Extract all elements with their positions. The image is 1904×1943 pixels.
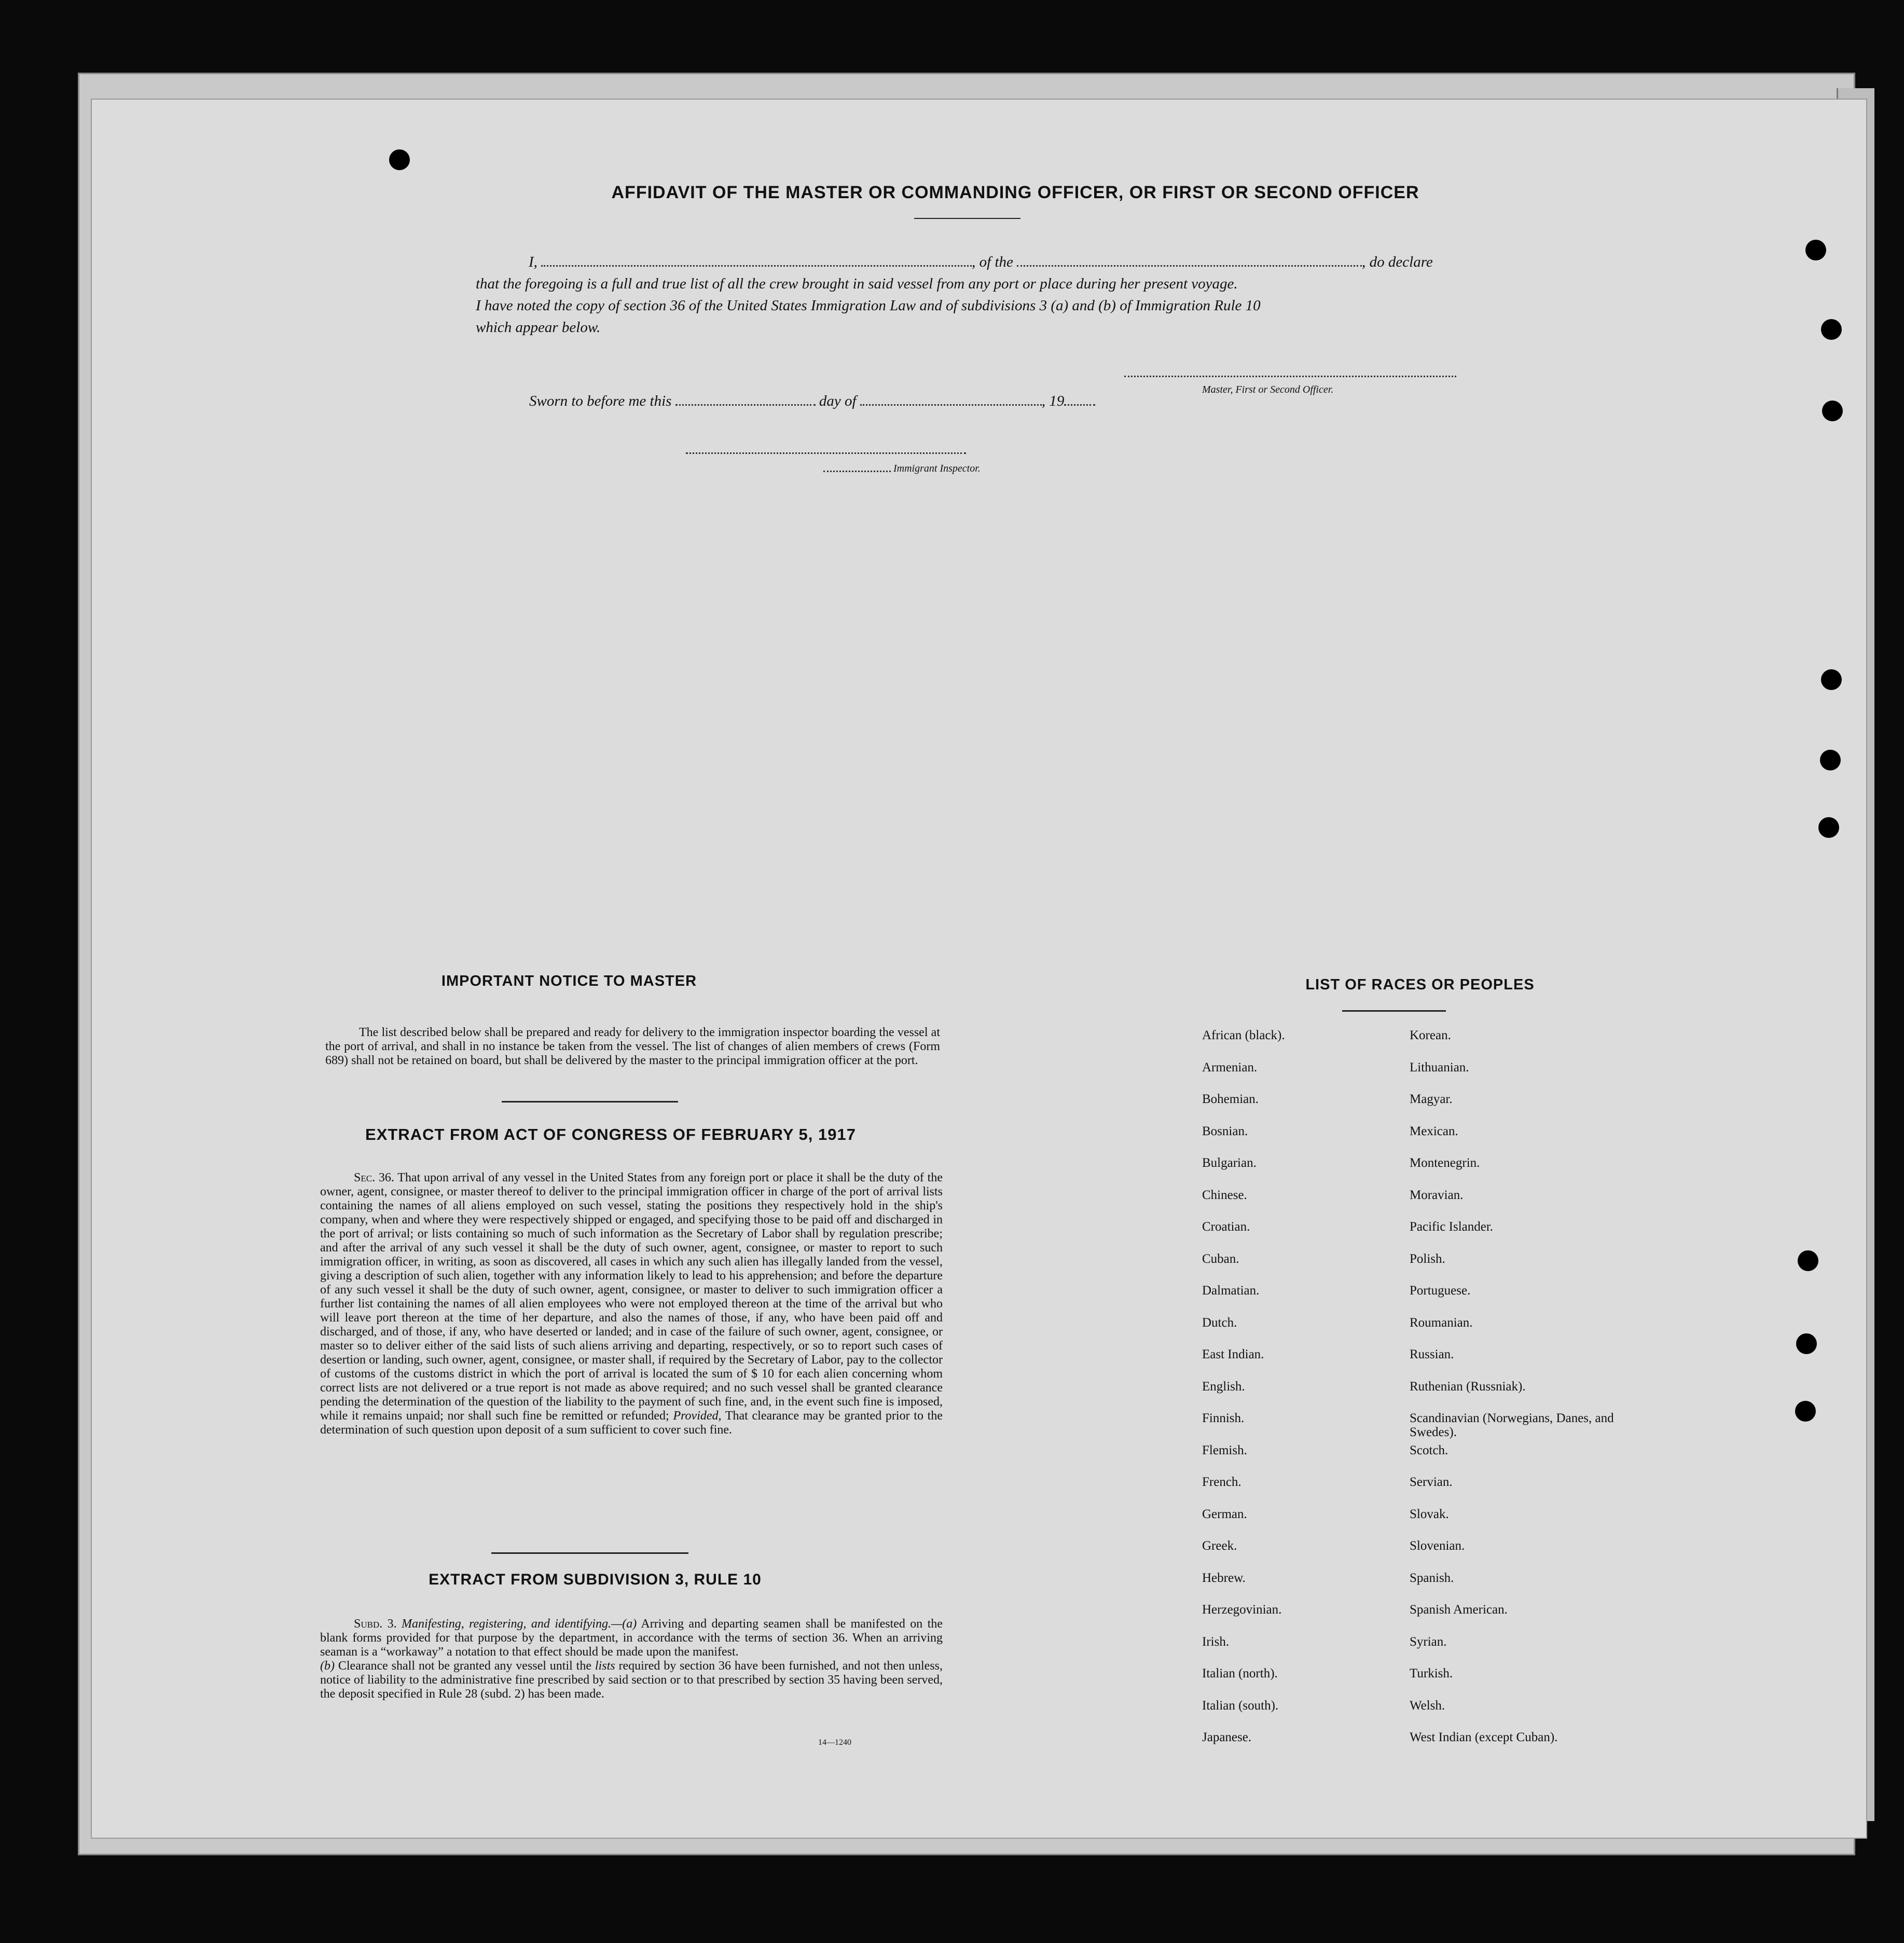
inspector-signature-line-2[interactable] <box>823 471 891 472</box>
act-extract-title: EXTRACT FROM ACT OF CONGRESS OF FEBRUARY 5, 1917 <box>365 1125 856 1143</box>
notice-body: The list described below shall be prepared and ready for delivery to the immigration inspector boarding the vessel at the port of arrival, and shall in no instance be taken from the vessel. The list of changes of alien members of crews (Form 689) shall not be retained on board, but shall be delivered by the master to the principal immigration officer at the port. <box>325 1026 940 1067</box>
punch-hole <box>389 149 410 170</box>
punch-hole <box>1818 817 1839 838</box>
year-prefix: , 19 <box>1041 393 1065 409</box>
title-rule <box>914 218 1020 219</box>
race-item: Armenian. <box>1202 1060 1258 1074</box>
races-rule <box>1342 1010 1446 1012</box>
race-item: Moravian. <box>1410 1188 1464 1202</box>
race-item: West Indian (except Cuban). <box>1410 1730 1558 1744</box>
punch-hole <box>1822 401 1843 421</box>
sworn-month-blank[interactable] <box>860 404 1042 406</box>
race-item: Slovak. <box>1410 1507 1449 1521</box>
name-blank[interactable] <box>541 265 972 267</box>
punch-hole <box>1820 750 1841 770</box>
act-rule <box>491 1552 688 1554</box>
punch-hole <box>1821 319 1842 340</box>
race-item: Ruthenian (Russniak). <box>1410 1379 1526 1394</box>
affidavit-declare: , do declare <box>1362 254 1433 270</box>
rule-part-b-1: Clearance shall not be granted any vessel until the <box>338 1659 592 1673</box>
act-provided-text: That clearance may be granted prior to the determination of such question upon deposit of a sum sufficient to cover such fine. <box>320 1409 943 1437</box>
race-item: Chinese. <box>1202 1188 1247 1202</box>
race-item: Syrian. <box>1410 1634 1447 1649</box>
rule-part-b-2: required by section 36 have been furnished, and not then unless, notice of liability to the administrative fine prescribed by said section or to that prescribed by section 35 having been served, the deposit specified in Rule 28 (subd. 2) has been made. <box>320 1659 943 1701</box>
race-item: Portuguese. <box>1410 1284 1471 1298</box>
punch-hole <box>1805 240 1826 260</box>
document-page <box>91 99 1867 1839</box>
race-item: Turkish. <box>1410 1666 1453 1680</box>
race-item: Scotch. <box>1410 1443 1448 1457</box>
race-item: Bosnian. <box>1202 1124 1248 1138</box>
affidavit-body <box>476 251 1482 338</box>
race-item: Flemish. <box>1202 1443 1247 1457</box>
race-item: Spanish. <box>1410 1570 1454 1585</box>
act-provided-label: Provided, <box>673 1409 722 1423</box>
act-section-label: Sec. 36. <box>354 1171 394 1184</box>
affidavit-line-4: which appear below. <box>476 319 601 336</box>
sworn-label: Sworn to before me this <box>529 393 672 409</box>
year-blank[interactable] <box>1064 404 1095 406</box>
race-item: Greek. <box>1202 1539 1237 1553</box>
rule-part-a: Arriving and departing seamen shall be manifested on the blank forms provided for that purpose by the department, in accordance with the terms of section 36. When an arriving seaman is a “workaway” a notation to that effect should be made upon the manifest. <box>320 1617 943 1659</box>
race-item: Russian. <box>1410 1347 1454 1361</box>
act-section-text: That upon arrival of any vessel in the United States from any foreign port or place it shall be the duty of the owner, agent, consignee, or master thereof to deliver to the principal immigration officer in charge of the port of arrival lists containing the names of all aliens employed on such vessel, stating the positions they respectively hold in the ship's company, when and where they were respectively shipped or engaged, and specifying those to be paid off and discharged in the port of arrival; or lists containing so much of such information as the Secretary of Labor shall by regulation prescribe; and after the arrival of any such vessel it shall be the duty of such owner, agent, consignee, or master to report to such immigration officer, in writing, as soon as discovered, all cases in which any such alien has illegally landed from the vessel, giving a description of such alien, together with any information likely to lead to his apprehension; and before the departure of any such vessel it shall be the duty of such owner, agent, consignee, or master to deliver to such immigration officer a further list containing the names of all alien employees who were not employed thereon at the time of the arrival but who will leave port thereon at the time of her departure, and also the names of those, if any, who have been paid off and discharged, and of those, if any, who have deserted or landed; and in case of the failure of such owner, agent, consignee, or master so to deliver either of the said lists of such aliens arriving and departing, respectively, or so to report such cases of desertion or landing, such owner, agent, consignee, or master shall, if required by the Secretary of Labor, pay to the collector of customs of the customs district in which the port of arrival is located the sum of $ 10 for each alien concerning whom correct lists are not delivered or a true report is not made as above required; and no such vessel shall be granted clearance pending the determination of the question of the liability to the payment of such fine, and, in the event such fine is imposed, while it remains unpaid; nor shall such fine be remitted or refunded; <box>320 1171 943 1423</box>
race-item: East Indian. <box>1202 1347 1264 1361</box>
sworn-day-blank[interactable] <box>675 404 816 406</box>
race-item: Spanish American. <box>1410 1603 1508 1617</box>
race-item: Korean. <box>1410 1028 1451 1042</box>
race-item: Japanese. <box>1202 1730 1252 1744</box>
rule-part-b-lists: lists <box>595 1659 615 1673</box>
act-extract-body <box>320 1171 943 1437</box>
affidavit-line-3: I have noted the copy of section 36 of the United States Immigration Law and of subdivisions 3 (a) and (b) of Immigration Rule 10 <box>476 297 1261 314</box>
races-left-column <box>1202 1028 1368 1762</box>
race-item: Dutch. <box>1202 1315 1237 1330</box>
form-number: 14—1240 <box>818 1738 851 1747</box>
sworn-line <box>529 390 1255 412</box>
race-item: Scandinavian (Norwegians, Danes, and Swedes). <box>1410 1411 1614 1439</box>
race-item: Mexican. <box>1410 1124 1458 1138</box>
master-signature-line[interactable] <box>1124 376 1456 377</box>
rule-extract-title: EXTRACT FROM SUBDIVISION 3, RULE 10 <box>429 1571 762 1588</box>
race-item: English. <box>1202 1379 1245 1394</box>
race-item: Magyar. <box>1410 1092 1453 1106</box>
race-item: Herzegovinian. <box>1202 1603 1282 1617</box>
race-item: Hebrew. <box>1202 1570 1246 1585</box>
race-item: Irish. <box>1202 1634 1230 1649</box>
rule-subd-label: Subd. 3. <box>354 1617 397 1631</box>
affidavit-title: AFFIDAVIT OF THE MASTER OR COMMANDING OFFICER, OR FIRST OR SECOND OFFICER <box>611 183 1419 202</box>
notice-rule <box>502 1101 678 1103</box>
race-item: Polish. <box>1410 1251 1445 1266</box>
race-item: Pacific Islander. <box>1410 1220 1494 1234</box>
vessel-blank[interactable] <box>1017 265 1362 267</box>
inspector-signature-label: Immigrant Inspector. <box>893 463 981 474</box>
races-right-column <box>1410 1028 1617 1762</box>
race-item: Welsh. <box>1410 1698 1445 1713</box>
inspector-signature-line[interactable] <box>686 452 966 454</box>
race-item: Roumanian. <box>1410 1315 1473 1330</box>
race-item: French. <box>1202 1475 1241 1489</box>
rule-part-b-label: (b) <box>320 1659 335 1673</box>
race-item: German. <box>1202 1507 1247 1521</box>
race-item: Dalmatian. <box>1202 1284 1260 1298</box>
race-item: Montenegrin. <box>1410 1156 1480 1170</box>
race-item: Slovenian. <box>1410 1539 1465 1553</box>
race-item: Cuban. <box>1202 1251 1239 1266</box>
affidavit-i: I, <box>529 254 537 270</box>
race-item: Bulgarian. <box>1202 1156 1257 1170</box>
race-item: Lithuanian. <box>1410 1060 1469 1074</box>
affidavit-of-the: , of the <box>972 254 1013 270</box>
day-of-label: day of <box>819 393 857 409</box>
race-item: African (black). <box>1202 1028 1285 1042</box>
affidavit-line-1 <box>476 251 1482 273</box>
rule-subd-heading: Manifesting, registering, and identifying.—(a) <box>402 1617 637 1631</box>
race-item: Servian. <box>1410 1475 1453 1489</box>
notice-title: IMPORTANT NOTICE TO MASTER <box>441 973 697 989</box>
race-item: Finnish. <box>1202 1411 1245 1425</box>
punch-hole <box>1796 1333 1817 1354</box>
affidavit-line-2: that the foregoing is a full and true list of all the crew brought in said vessel from any port or place during her present voyage. <box>476 275 1238 292</box>
race-item: Italian (north). <box>1202 1666 1278 1680</box>
race-item: Italian (south). <box>1202 1698 1279 1713</box>
races-title: LIST OF RACES OR PEOPLES <box>1305 976 1535 993</box>
rule-extract-body <box>320 1617 943 1701</box>
race-item: Croatian. <box>1202 1220 1250 1234</box>
punch-hole <box>1795 1401 1816 1422</box>
master-signature-label: Master, First or Second Officer. <box>1202 384 1334 395</box>
race-item: Bohemian. <box>1202 1092 1259 1106</box>
punch-hole <box>1798 1250 1818 1271</box>
punch-hole <box>1821 669 1842 690</box>
